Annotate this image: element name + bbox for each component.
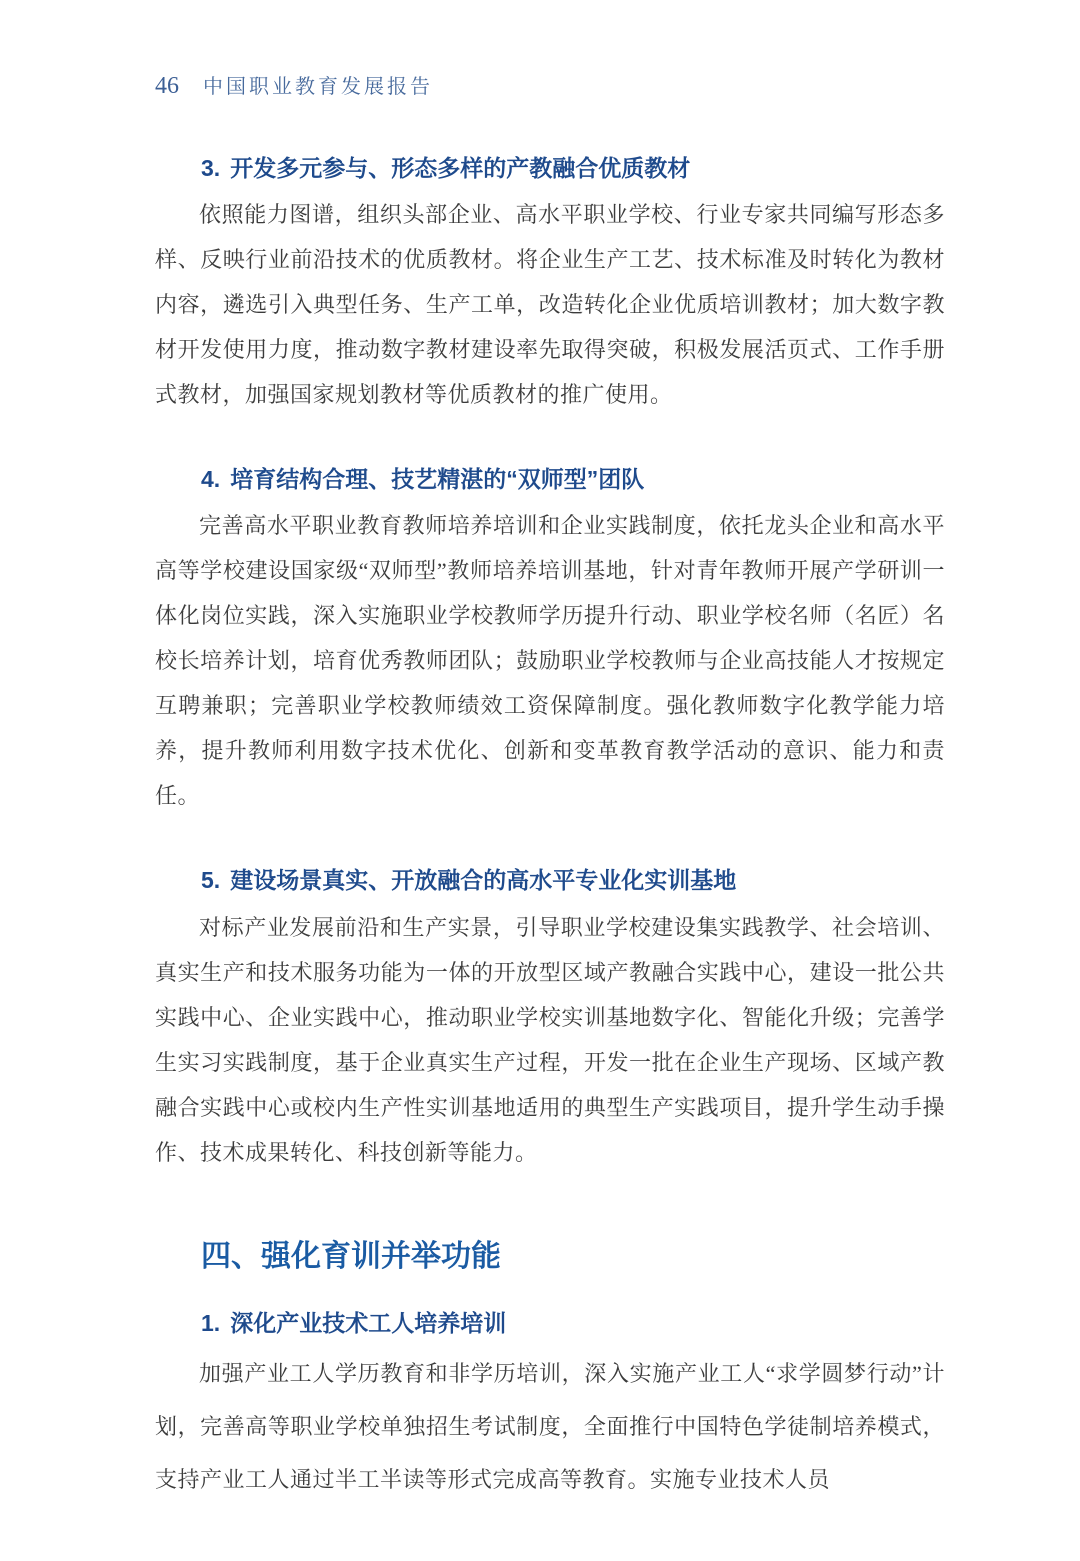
section-4-paragraph: 完善高水平职业教育教师培养培训和企业实践制度，依托龙头企业和高水平高等学校建设国家级“双师型”教师培养培训基地，针对青年教师开展产学研训一体化岗位实践，深入实施职业学校教师学历提升行动、职业学校名师（名匠）名校长培养计划，培育优秀教师团队；鼓励职业学校教师与企业高技能人才按规定互聘兼职；完善职业学校教师绩效工资保障制度。强化教师数字化教学能力培养，提升教师利用数字技术优化、创新和变革教育教学活动的意识、能力和责任。 <box>155 513 945 809</box>
book-title: 中国职业教育发展报告 <box>203 76 433 98</box>
section-4-heading <box>201 463 945 495</box>
chapter-section-1-title: 深化产业技术工人培养培训 <box>230 1310 507 1337</box>
section-4-title: 培育结构合理、技艺精湛的“双师型”团队 <box>230 466 645 493</box>
section-3 <box>155 152 945 417</box>
chapter-section-1 <box>155 1307 945 1506</box>
chapter-section-1-number: 1. <box>201 1310 221 1337</box>
section-5-paragraph: 对标产业发展前沿和生产实景，引导职业学校建设集实践教学、社会培训、真实生产和技术服务功能为一体的开放型区域产教融合实践中心，建设一批公共实践中心、企业实践中心，推动职业学校实训基地数字化、智能化升级；完善学生实习实践制度，基于企业真实生产过程，开发一批在企业生产现场、区域产教融合实践中心或校内生产性实训基地适用的典型生产实践项目，提升学生动手操作、技术成果转化、科技创新等能力。 <box>155 914 945 1165</box>
page-number: 46 <box>155 73 179 99</box>
section-3-title: 开发多元参与、形态多样的产教融合优质教材 <box>230 155 691 181</box>
chapter-section-1-heading <box>201 1307 945 1339</box>
section-5 <box>155 864 945 1174</box>
chapter-heading: 四、强化育训并举功能 <box>201 1239 501 1273</box>
section-4-number: 4. <box>201 466 221 493</box>
chapter-section-1-paragraph: 加强产业工人学历教育和非学历培训，深入实施产业工人“求学圆梦行动”计划，完善高等职业学校单独招生考试制度，全面推行中国特色学徒制培养模式，支持产业工人通过半工半读等形式完成高等教育。实施专业技术人员 <box>155 1361 945 1493</box>
section-5-heading <box>201 864 945 896</box>
page-content <box>155 152 945 1506</box>
section-3-number: 3. <box>201 155 221 181</box>
section-3-paragraph: 依照能力图谱，组织头部企业、高水平职业学校、行业专家共同编写形态多样、反映行业前沿技术的优质教材。将企业生产工艺、技术标准及时转化为教材内容，遴选引入典型任务、生产工单，改造转化企业优质培训教材；加大数字教材开发使用力度，推动数字教材建设率先取得突破，积极发展活页式、工作手册式教材，加强国家规划教材等优质教材的推广使用。 <box>155 202 945 408</box>
section-4 <box>155 463 945 818</box>
section-5-number: 5. <box>201 867 221 894</box>
section-5-title: 建设场景真实、开放融合的高水平专业化实训基地 <box>230 867 737 894</box>
page-header <box>155 70 945 100</box>
section-3-heading <box>201 152 945 184</box>
